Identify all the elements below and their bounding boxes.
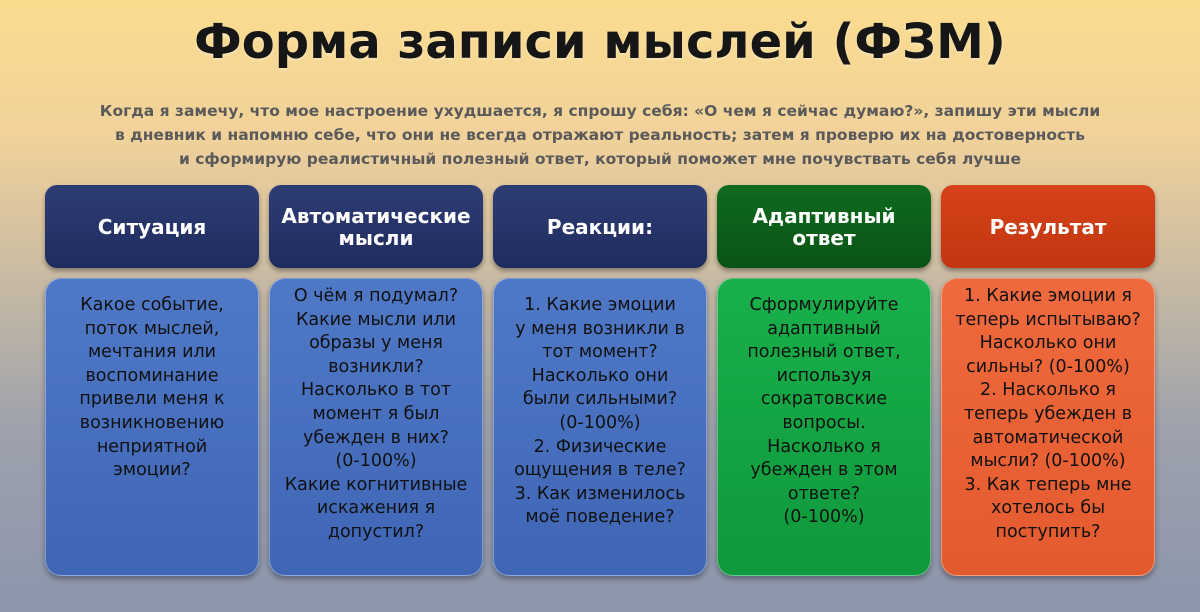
automatic-thoughts-header [269,185,483,268]
subtitle [0,99,1200,171]
body-line: поступить? [995,521,1101,542]
body-line: убежден в них? [303,427,449,448]
header-line: мысли [338,225,414,250]
body-line: Какие мысли или [295,309,457,330]
body-line: 1. Какие эмоции я [964,286,1132,306]
body-line: моё поведение? [525,507,675,528]
header-line: Результат [989,214,1107,239]
body-line: (0-100%) [783,507,865,528]
body-line: искажения я [316,498,436,519]
reactions-body [493,278,707,576]
body-line: Насколько они [531,365,669,386]
adaptive-response-header [717,185,931,268]
body-line: ответе? [787,483,861,504]
body-line: образы у меня [309,333,443,354]
subtitle-line: Когда я замечу, что мое настроение ухудшается, я спрошу себя: «О чем я сейчас думаю?», запишу эти мысли [99,102,1101,120]
body-line: (0-100%) [335,451,417,472]
body-line: тот момент? [542,342,658,363]
body-line: автоматической [972,427,1124,448]
body-line: мысли? (0-100%) [970,451,1126,472]
header-line: Ситуация [97,214,207,239]
result-header [941,185,1155,268]
header-line: ответ [792,225,856,250]
body-line: эмоции? [113,460,191,481]
body-line: теперь убежден в [963,403,1133,424]
body-line: 2. Насколько я [980,380,1116,401]
body-line: возникновению [79,412,225,433]
body-line: допустил? [327,521,425,542]
body-line: привели меня к [79,389,225,410]
body-line: хотелось бы [990,498,1106,519]
automatic-thoughts-body [269,278,483,576]
situation-header [45,185,259,268]
body-line: теперь испытываю? [955,309,1141,330]
header-line: Адаптивный [752,203,896,228]
body-line: мечтания или [87,342,217,363]
body-line: вопросы. [782,412,866,433]
body-line: (0-100%) [559,412,641,433]
body-line: у меня возникли в [515,318,685,339]
page-title: Форма записи мыслей (ФЗМ) [194,14,1006,70]
body-line: 3. Как теперь мне [964,474,1132,495]
body-line: адаптивный [767,318,881,339]
body-line: Насколько я [767,436,881,457]
body-line: сильны? (0-100%) [966,356,1130,377]
body-line: 3. Как изменилось [514,483,686,504]
body-line: воспоминание [85,365,219,386]
result-body [941,278,1155,576]
body-line: были сильными? [522,389,678,410]
body-line: неприятной [96,436,208,457]
adaptive-response-body [717,278,931,576]
subtitle-line: в дневник и напомню себе, что они не всегда отражают реальность; затем я проверю их на достоверность [115,126,1085,144]
body-line: убежден в этом [750,460,898,481]
body-line: О чём я подумал? [293,286,459,306]
body-line: Насколько в тот [300,380,452,401]
header-line: Автоматические [281,203,471,228]
body-line: 1. Какие эмоции [524,295,676,315]
body-line: Какие когнитивные [284,474,468,495]
body-line: 2. Физические [533,436,667,457]
header-line: Реакции: [546,214,654,239]
body-line: используя [776,365,872,386]
body-line: ощущения в теле? [514,460,686,481]
body-line: полезный ответ, [747,342,901,363]
body-line: поток мыслей, [84,318,220,339]
body-line: момент я был [312,403,440,424]
body-line: возникли? [328,356,424,377]
situation-body [45,278,259,576]
body-line: Какое событие, [80,295,224,315]
body-line: Сформулируйте [749,295,899,315]
body-line: сократовские [760,389,888,410]
reactions-header [493,185,707,268]
body-line: Насколько они [979,333,1117,354]
subtitle-line: и сформирую реалистичный полезный ответ, который поможет мне почувствать себя лучше [178,150,1022,168]
